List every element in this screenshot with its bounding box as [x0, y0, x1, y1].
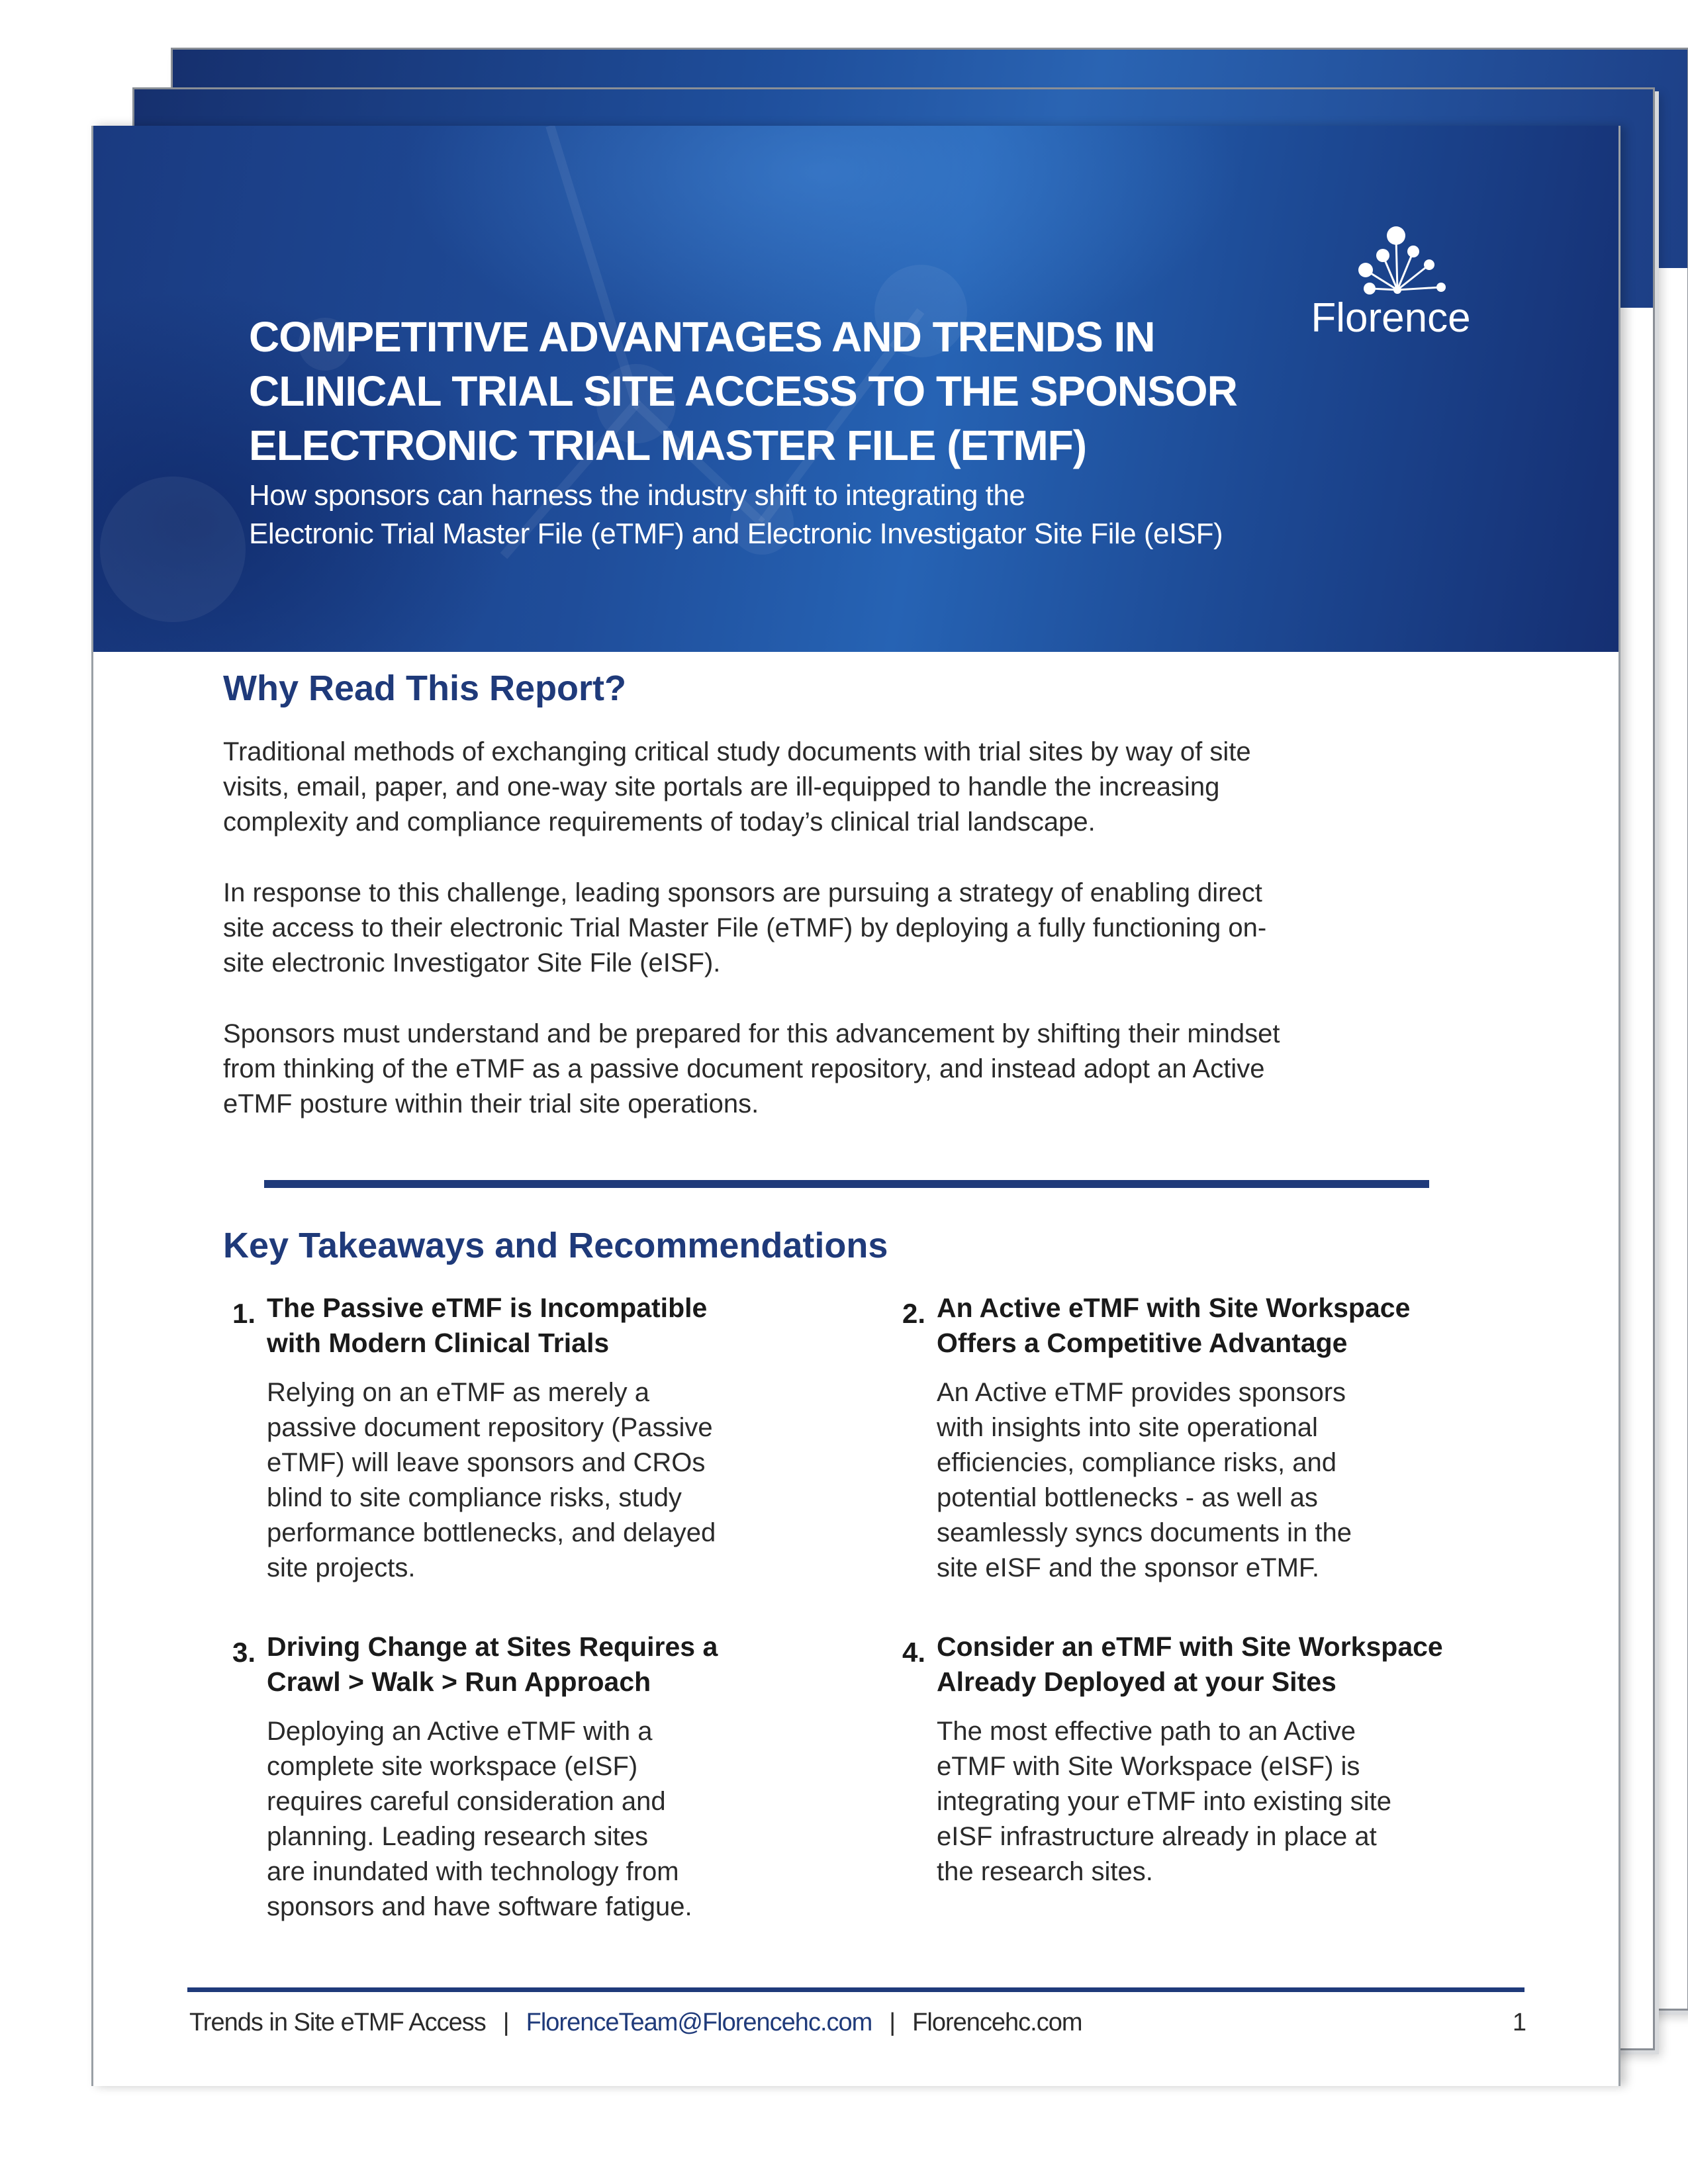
report-title-line: CLINICAL TRIAL SITE ACCESS TO THE SPONSOR [249, 367, 1237, 415]
takeaway-body-line: An Active eTMF provides sponsors [937, 1378, 1346, 1407]
takeaway-body [937, 1375, 1479, 1586]
page-header-banner [93, 126, 1618, 652]
florence-network-icon [1325, 224, 1457, 296]
takeaway-body-line: passive document repository (Passive [267, 1413, 713, 1442]
paragraph-line: eTMF posture within their trial site operations. [223, 1089, 759, 1118]
takeaway-body-line: The most effective path to an Active [937, 1717, 1356, 1746]
takeaway-body-line: blind to site compliance risks, study [267, 1483, 682, 1512]
takeaway-body-line: Relying on an eTMF as merely a [267, 1378, 650, 1407]
takeaway-title [937, 1291, 1519, 1361]
takeaway-title [267, 1291, 849, 1361]
paragraph-line: Traditional methods of exchanging critical study documents with trial sites by way of site [223, 737, 1251, 766]
takeaway-title-line: Offers a Competitive Advantage [937, 1328, 1348, 1358]
takeaway-title [267, 1629, 849, 1700]
takeaway-body-line: eTMF with Site Workspace (eISF) is [937, 1752, 1360, 1781]
paragraph-line: Sponsors must understand and be prepared for this advancement by shifting their mindset [223, 1019, 1280, 1048]
takeaway-body-line: eISF infrastructure already in place at [937, 1822, 1377, 1851]
takeaway-body-line: site eISF and the sponsor eTMF. [937, 1553, 1320, 1582]
report-title-line: COMPETITIVE ADVANTAGES AND TRENDS IN [249, 313, 1155, 361]
takeaway-body-line: eTMF) will leave sponsors and CROs [267, 1448, 706, 1477]
takeaway-title-line: with Modern Clinical Trials [267, 1328, 610, 1358]
takeaway-body [267, 1375, 810, 1586]
takeaway-number: 2. [902, 1298, 926, 1329]
takeaway-body [267, 1714, 810, 1925]
report-title [249, 310, 1374, 473]
paragraph-line: site access to their electronic Trial Master File (eTMF) by deploying a fully functioning on- [223, 913, 1267, 942]
takeaway-body-line: site projects. [267, 1553, 416, 1582]
takeaway-body-line: planning. Leading research sites [267, 1822, 648, 1851]
page-number: 1 [1512, 2009, 1526, 2036]
page-footer [189, 2004, 1526, 2041]
takeaway-title-line: Driving Change at Sites Requires a [267, 1631, 718, 1662]
takeaway-body-line: Deploying an Active eTMF with a [267, 1717, 653, 1746]
report-subtitle [249, 477, 1507, 553]
why-read-paragraph [223, 735, 1514, 840]
takeaway-title-line: The Passive eTMF is Incompatible [267, 1293, 708, 1323]
takeaway-number: 3. [232, 1637, 256, 1668]
paragraph-line: visits, email, paper, and one-way site portals are ill-equipped to handle the increasing [223, 772, 1220, 801]
takeaway-body-line: efficiencies, compliance risks, and [937, 1448, 1336, 1477]
takeaway-number: 1. [232, 1298, 256, 1329]
footer-email-link[interactable]: FlorenceTeam@Florencehc.com [526, 2009, 872, 2036]
takeaway-body-line: requires careful consideration and [267, 1787, 666, 1816]
takeaway-title-line: An Active eTMF with Site Workspace [937, 1293, 1411, 1323]
takeaway-body-line: with insights into site operational [937, 1413, 1318, 1442]
why-read-paragraph [223, 876, 1514, 981]
takeaway-body-line: integrating your eTMF into existing site [937, 1787, 1391, 1816]
footer-separator: | [502, 2009, 509, 2036]
takeaway-body-line: are inundated with technology from [267, 1857, 679, 1886]
report-page [91, 126, 1620, 2086]
takeaway-body-line: potential bottlenecks - as well as [937, 1483, 1318, 1512]
takeaway-title-line: Already Deployed at your Sites [937, 1666, 1336, 1697]
takeaway-body-line: performance bottlenecks, and delayed [267, 1518, 716, 1547]
takeaway-body-line: complete site workspace (eISF) [267, 1752, 638, 1781]
why-read-heading: Why Read This Report? [223, 668, 627, 708]
paragraph-line: site electronic Investigator Site File (eISF). [223, 948, 721, 978]
takeaway-title-line: Crawl > Walk > Run Approach [267, 1666, 651, 1697]
takeaway-title [937, 1629, 1519, 1700]
report-subtitle-line: How sponsors can harness the industry shift to integrating the [249, 479, 1025, 512]
report-title-line: ELECTRONIC TRIAL MASTER FILE (ETMF) [249, 422, 1087, 469]
paragraph-line: complexity and compliance requirements of today’s clinical trial landscape. [223, 807, 1096, 837]
paragraph-line: from thinking of the eTMF as a passive document repository, and instead adopt an Active [223, 1054, 1265, 1083]
takeaway-body-line: the research sites. [937, 1857, 1153, 1886]
takeaway-title-line: Consider an eTMF with Site Workspace [937, 1631, 1443, 1662]
footer-separator: | [889, 2009, 896, 2036]
takeaway-body-line: seamlessly syncs documents in the [937, 1518, 1352, 1547]
footer-website-link[interactable]: Florencehc.com [912, 2009, 1082, 2036]
why-read-paragraph [223, 1017, 1514, 1122]
takeaway-number: 4. [902, 1637, 926, 1668]
footer-doc-title: Trends in Site eTMF Access [189, 2009, 486, 2036]
report-subtitle-line: Electronic Trial Master File (eTMF) and Electronic Investigator Site File (eISF) [249, 518, 1223, 550]
paragraph-line: In response to this challenge, leading sponsors are pursuing a strategy of enabling direct [223, 878, 1262, 907]
takeaway-body [937, 1714, 1479, 1889]
footer-rule [187, 1987, 1524, 1992]
section-divider [264, 1180, 1429, 1188]
florence-logo-text: Florence [1311, 295, 1471, 341]
florence-logo [1298, 224, 1497, 349]
takeaway-body-line: sponsors and have software fatigue. [267, 1892, 692, 1921]
takeaways-heading: Key Takeaways and Recommendations [223, 1226, 888, 1265]
